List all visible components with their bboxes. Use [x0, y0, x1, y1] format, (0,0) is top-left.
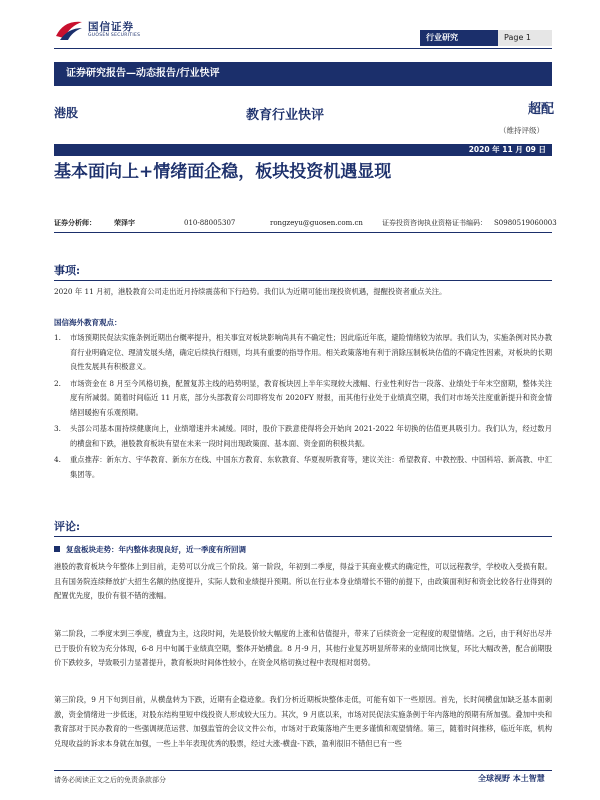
analyst-divider: [54, 232, 552, 233]
disclaimer-note: 请务必阅读正文之后的免责条款部分: [54, 776, 166, 784]
events-heading: 事项:: [54, 264, 81, 277]
market-label: 港股: [54, 106, 79, 120]
cert-label: 证券投资咨询执业资格证书编码：: [382, 219, 487, 227]
logo-mark-icon: [54, 18, 84, 42]
logo-text-en: GUOSEN SECURITIES: [88, 33, 141, 38]
list-item: [54, 377, 552, 421]
rating-note: （维持评级）: [499, 126, 544, 135]
cert-number: S0980519060003: [494, 219, 557, 227]
header-divider: [54, 48, 552, 49]
report-banner: 证券研究报告—动态报告/行业快评: [54, 62, 552, 86]
list-item-text: 重点推荐：新东方、宇华教育、新东方在线、中国东方教育、东软教育、华夏视听教育等，建议关注：希望教育、中教控股、中国科培、新高教、中汇集团等。: [70, 455, 552, 479]
analyst-label: 证券分析师：: [54, 218, 96, 227]
events-divider: [54, 280, 552, 281]
footer-slogan: 全球视野 本土智慧: [478, 773, 545, 783]
report-title: 基本面向上+情绪面企稳，板块投资机遇显现: [54, 162, 392, 182]
analyst-email[interactable]: rongzeyu@guosen.com.cn: [270, 219, 363, 227]
rating-label: 超配: [528, 102, 555, 117]
events-text: 2020 年 11 月初，港股教育公司走出近月持续震荡和下行趋势。我们认为近期可能出现投资机遇，提醒投资者重点关注。: [54, 287, 447, 296]
company-logo: [54, 16, 154, 46]
comment-paragraph: 第三阶段，9 月下旬到目前，从横盘转为下跌，近期有企稳迹象。我们分析近期板块整体走低，可能有如下一些原因。首先，长时间横盘加缺乏基本面刺激，资金情绪进一步低迷，对股东结构里短中线投资人形成较大压力。其次，9 月底以来，市场对民促法实施条例于年内落地的预期有所加强。叠加中央和教育部对于民办教育的一些强调规范运营、加强监管的会议文件公布，市场对于政策落地产生更多谨慎和观望情绪。第三，随着时间推移，临近年底，机构兑现收益的诉求本身就在加强，一些上半年表现优秀的股票，经过大涨-横盘-下跌，盈利很旧不错但已有一些: [54, 695, 552, 748]
views-list: [54, 331, 552, 484]
views-heading: 国信海外教育观点：: [54, 318, 122, 327]
square-bullet-icon: [54, 546, 60, 552]
category-label: 行业研究: [420, 30, 498, 46]
list-item-number: 3.: [54, 424, 61, 433]
list-item-text: 市场资金在 8 月至今风格切换，配置复苏主线的趋势明显，教育板块因上半年实现较大涨幅、行业性利好告一段落、业绩处于年末空窗期，整体关注度有所减弱。随着时间临近 11 月底，部分头部教育公司即将发布 2020FY 财报，而其他行业处于业绩真空期，我们对市场关注度重新提升和资金情绪回暖抱有乐观预期。: [70, 378, 552, 417]
footer-divider: [54, 770, 552, 771]
page-number: Page 1: [498, 30, 552, 46]
comment-paragraph: 第二阶段，二季度末到三季度，横盘为主，这段时间，先是股价较大幅度的上涨和估值提升，带来了后续资金一定程度的观望情绪。之后，由于利好出尽并已于股价有较为充分体现，6-8 月中旬属于业绩真空期，整体开始横盘。8 月-9 月，其他行业复苏明显所带来的业绩同比恢复，环比大幅改善，配合前期股价下跌较多，导致吸引力显著提升，教育板块时间体性较小，在资金风格切换过程中表现相对弱势。: [54, 629, 552, 667]
date-bar: [54, 144, 552, 156]
list-item: [54, 331, 552, 375]
analyst-info: [54, 216, 557, 230]
analyst-phone: 010-88005307: [184, 219, 236, 227]
analyst-name: 荣泽宇: [114, 218, 135, 227]
list-item-number: 4.: [54, 455, 61, 464]
list-item: [54, 453, 552, 482]
comment-paragraph: 港股的教育板块今年整体上到目前，走势可以分成三个阶段。第一阶段，年初到二季度，得益于其商业模式的确定性，可以远程教学，学校收入受损有限。且有国务院连续释放扩大招生名额的热度提升，实际人数和业绩提升预期。所以在行业本身业绩增长不错的前提下，由政策面利好和资金比较各行业得到的配置优先度，股价有很不错的涨幅。: [54, 562, 552, 600]
list-item-text: 市场预期民促法实施条例近期出台概率提升，相关事宜对板块影响尚具有不确定性；因此临近年底，避险情绪较为浓厚。我们认为，实施条例对民办教育行业明确定位、理清发展头绪，确定后续执行细则，均具有重要的指导作用。相关政策落地有利于消除压制板块估值的不确定性因素，对板块的长期良性发展具有积极意义。: [70, 333, 552, 371]
report-type: 教育行业快评: [246, 108, 325, 123]
comments-subheading-text: 复盘板块走势：年内整体表现良好，近一季度有所回调: [66, 545, 246, 554]
list-item-number: 1.: [54, 333, 61, 342]
comments-subheading: [54, 544, 246, 555]
comments-divider: [54, 536, 552, 537]
logo-text-cn: 国信证券: [88, 21, 134, 33]
list-item-text: 头部公司基本面持续健康向上，业绩增速并未减缓。同时，股价下跌意使得将会开始向 2021-2022 年切换的估值更具吸引力。我们认为，经过数月的横盘和下跌，港股教育板块有望在未来一段时间出现政策面、基本面、资金面的积极共振。: [70, 424, 552, 448]
report-date: 2020 年 11 月 09 日: [468, 145, 546, 154]
comments-heading: 评论:: [54, 520, 81, 533]
list-item-number: 2.: [54, 378, 61, 388]
list-item: [54, 422, 552, 451]
